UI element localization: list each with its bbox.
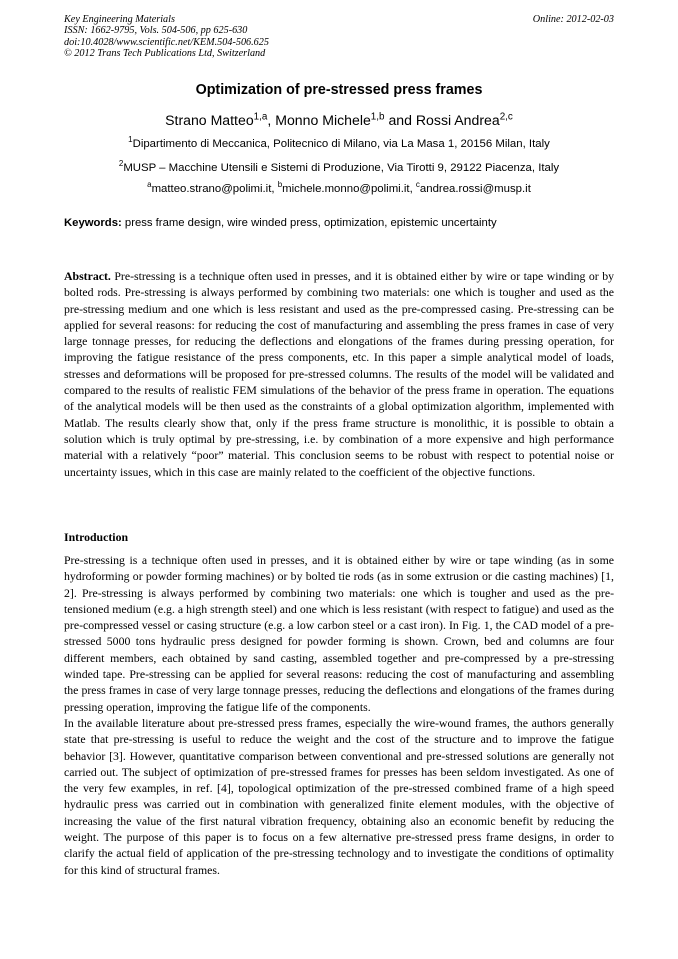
online-date: Online: 2012-02-03	[532, 14, 614, 25]
email-link: andrea.rossi@musp.it	[419, 183, 531, 195]
doi-line: doi:10.4028/www.scientific.net/KEM.504-506.625	[64, 36, 269, 48]
author-name: Monno Michele	[275, 112, 371, 128]
keywords-label: Keywords:	[64, 217, 122, 229]
author-name: Strano Matteo	[165, 112, 254, 128]
email-link: michele.monno@polimi.it,	[282, 183, 413, 195]
author-superscript: 2,c	[499, 111, 513, 123]
affiliation-text: MUSP – Macchine Utensili e Sistemi di Produzione, Via Tirotti 9, 29122 Piacenza, Italy	[123, 162, 560, 174]
keywords	[64, 217, 614, 229]
affiliation-superscript: 2	[118, 159, 124, 169]
author-list: Strano Matteo$^{1,a}$, Monno Michele$^{1,b}$ and Rossi Andrea$^{2,c}$	[165, 111, 513, 128]
affiliation-superscript: 1	[128, 135, 133, 145]
affiliation-2	[0, 159, 678, 174]
author-conjunction: and	[388, 112, 412, 128]
paragraph: Pre-stressing is a technique often used in presses, and it is obtained either by wire or tape winding (as in some hydroforming or powder forming machines) or by bolted tie rods (as in some extrusion or die casting machines) [1, 2]. Pre-stressing is always performed by combining two materials: one which is tougher and used as the pre-tensioned medium (e.g. a high strength steel) and one which is less resistant (with respect to fatigue) and used as the pre-compressed vessel or casing structure (e.g. a low carbon steel or a cast iron). In Fig. 1, the CAD model of a pre-stressed 5000 tons hydraulic press designed for powder forming is shown. Crown, bed and columns are four different members, each obtained by sand casting, assembled together and pre-compressed by a pre-stressing winded tape. Pre-stressing can be applied for several reasons: reducing the cost of manufacturing and assembling the press frames in case of very large tonnage presses, reducing the deflections and elongations of the frames during pressing operation, improving the fatigue life of the components.	[64, 553, 614, 714]
copyright-line: © 2012 Trans Tech Publications Ltd, Switzerland	[64, 48, 266, 60]
email-superscript: c	[415, 180, 420, 190]
abstract	[64, 268, 614, 480]
author-superscript: 1,b	[370, 111, 385, 123]
issn-line: ISSN: 1662-9795, Vols. 504-506, pp 625-630	[64, 25, 248, 37]
section-heading-introduction: Introduction	[64, 530, 129, 544]
introduction-body	[64, 552, 614, 878]
paper-title: Optimization of pre-stressed press frames	[195, 82, 483, 98]
author-name: Rossi Andrea	[415, 112, 500, 128]
journal-name: Key Engineering Materials	[64, 14, 175, 25]
email-list	[0, 180, 678, 195]
author-superscript: 1,a	[253, 111, 268, 123]
email-superscript: b	[277, 180, 283, 190]
paragraph: In the available literature about pre-stressed press frames, especially the wire-wound frames, the authors generally state that pre-stressing is useful to reduce the weight and the cost of the structure and to improve the fatigue behavior [3]. However, quantitative comparison between conventional and pre-stressed solutions are generally not carried out. The subject of optimization of pre-stressed frames for presses has been seldom investigated. As one of the very few examples, in ref. [4], topological optimization of the pre-stressed combined frame of a high speed hydraulic press was carried out in combination with generalized finite element modules, with the objective of increasing the value of the first natural vibration frequency, obtaining also an economic benefit by reducing the weight. The purpose of this paper is to focus on a few alternative pre-stressed press frame designs, in order to clarify the actual field of application of the pre-stressing technology and to investigate the conditions of optimality for this kind of structural frames.	[64, 715, 614, 877]
email-superscript: a	[147, 180, 152, 190]
publication-header	[64, 14, 614, 60]
affiliation-text: Dipartimento di Meccanica, Politecnico di Milano, via La Masa 1, 20156 Milan, Italy	[132, 138, 550, 150]
abstract-text: Pre-stressing is a technique often used in presses, and it is obtained either by wire or tape winding or by bolted rods. Pre-stressing is always performed by combining two materials: one which is tougher and used as the pre-stressing medium and one which is less resistant and used as the pre-compressed casing. Pre-stressing can be applied for several reasons: for reducing the cost of manufacturing and assembling the press frames in case of very large tonnage presses, for reducing the deflections and elongations of the frames during pressing operation, for improving the fatigue resistance of the press components, etc. In this paper a simple analytical model of loads, stresses and deformations will be proposed for pre-stressed columns. The results of the model will be validated and compared to the results of realistic FEM simulations of the behavior of the press frame in operation. The equations of the analytical models will be then used as the constraints of a global optimization algorithm, implemented with Matlab. The results clearly show that, only if the press frame structure is monolithic, it is possible to obtain a solution which is truly optimal by pre-stressing, i.e. by combination of a more expensive and high performance material with a relatively “poor” material. This conclusion seems to be robust with respect to potential noise or uncertainty issues, which in this case are mainly related to the coefficient of the objective functions.	[64, 269, 614, 479]
keywords-text: press frame design, wire winded press, optimization, epistemic uncertainty	[124, 217, 497, 229]
abstract-label: Abstract.	[64, 269, 111, 283]
affiliation-1	[0, 135, 678, 150]
email-link: matteo.strano@polimi.it,	[151, 183, 275, 195]
